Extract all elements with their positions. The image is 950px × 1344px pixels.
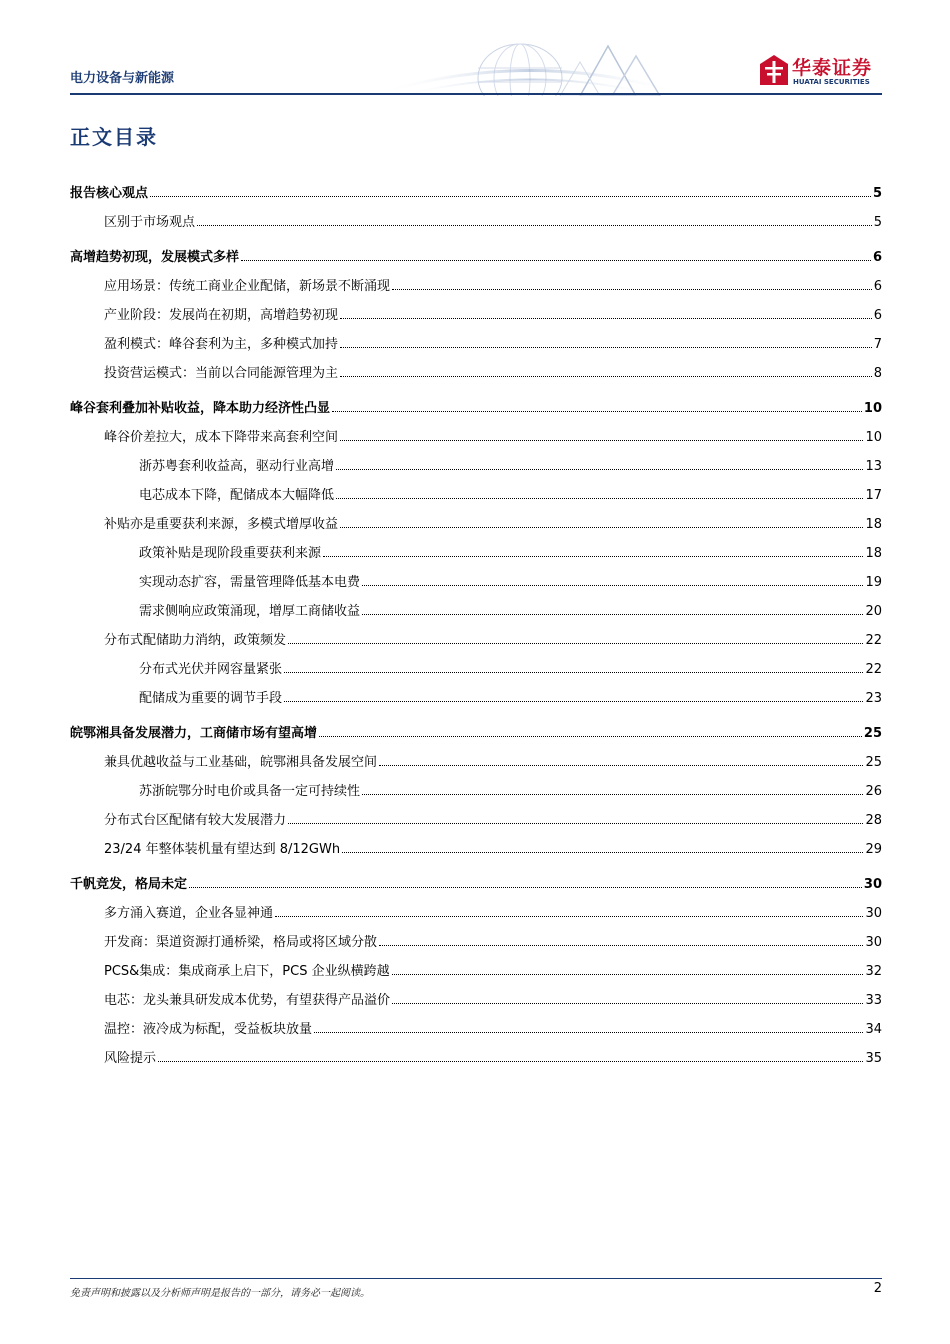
toc-entry[interactable] [70,650,882,679]
toc-entry-title: 分布式配储助力消纳，政策频发 [104,633,287,648]
toc-entry-title: 峰谷价差拉大，成本下降带来高套利空间 [104,430,339,445]
toc-entry[interactable] [70,1039,882,1068]
toc-entry[interactable] [70,267,882,296]
page-title: 正文目录 [70,125,158,149]
toc-entry[interactable] [70,418,882,447]
toc-entry[interactable] [70,865,882,894]
toc-entry[interactable] [70,714,882,743]
toc-entry[interactable] [70,772,882,801]
toc-entry[interactable] [70,679,882,708]
toc-entry-title: 报告核心观点 [70,186,149,201]
toc-dot-leader [392,974,864,975]
globe-decoration-icon [380,38,680,96]
toc-entry-title: 投资营运模式：当前以合同能源管理为主 [104,366,339,381]
toc-entry-page: 10 [863,401,882,416]
toc-entry[interactable] [70,894,882,923]
toc-dot-leader [323,556,863,557]
toc-entry-title: 苏浙皖鄂分时电价或具备一定可持续性 [139,784,361,799]
huatai-logo-icon [760,55,788,85]
huatai-logo [760,53,882,89]
toc-entry-title: 实现动态扩容，需量管理降低基本电费 [139,575,361,590]
page-footer [70,1278,882,1299]
toc-entry-page: 28 [865,813,882,828]
section-name: 电力设备与新能源 [70,71,175,86]
header-divider [70,93,882,95]
toc-entry-page: 8 [873,366,882,381]
toc-dot-leader [362,585,863,586]
toc-dot-leader [340,527,863,528]
toc-dot-leader [284,672,863,673]
toc-dot-leader [362,614,863,615]
toc-dot-leader [336,498,863,499]
toc-entry-page: 34 [865,1022,882,1037]
toc-dot-leader [241,260,871,261]
toc-dot-leader [340,440,863,441]
disclaimer-text: 免责声明和披露以及分析师声明是报告的一部分，请务必一起阅读。 [70,1288,370,1299]
toc-entry-page: 30 [865,906,882,921]
toc-entry-page: 7 [873,337,882,352]
toc-entry-title: 温控：液冷成为标配，受益板块放量 [104,1022,313,1037]
logo-cn-text: 华泰证券 [792,57,873,79]
toc-entry-title: 开发商：渠道资源打通桥梁，格局或将区域分散 [104,935,378,950]
toc-entry[interactable] [70,534,882,563]
toc-entry-page: 19 [865,575,882,590]
toc-entry[interactable] [70,447,882,476]
page-header [70,0,882,96]
toc-entry[interactable] [70,354,882,383]
toc-entry-page: 25 [865,755,882,770]
toc-entry-page: 5 [873,215,882,230]
toc-entry[interactable] [70,174,882,203]
toc-entry-title: PCS&集成：集成商承上启下，PCS 企业纵横跨越 [104,964,390,979]
toc-dot-leader [158,1061,863,1062]
toc-entry-page: 22 [865,662,882,677]
toc-entry-title: 兼具优越收益与工业基础，皖鄂湘具备发展空间 [104,755,378,770]
toc-entry-page: 35 [865,1051,882,1066]
toc-entry[interactable] [70,1010,882,1039]
toc-entry-title: 产业阶段：发展尚在初期，高增趋势初现 [104,308,339,323]
toc-entry[interactable] [70,952,882,981]
toc-dot-leader [392,289,872,290]
toc-dot-leader [340,318,872,319]
toc-dot-leader [332,411,862,412]
toc-entry-title: 多方涌入赛道，企业各显神通 [104,906,274,921]
toc-dot-leader [342,852,863,853]
toc-entry[interactable] [70,592,882,621]
toc-entry[interactable] [70,743,882,772]
toc-entry[interactable] [70,505,882,534]
toc-entry[interactable] [70,238,882,267]
toc-entry[interactable] [70,296,882,325]
toc-dot-leader [362,794,863,795]
toc-entry-page: 22 [865,633,882,648]
toc-entry-title: 配储成为重要的调节手段 [139,691,283,706]
toc-entry-page: 20 [865,604,882,619]
toc-entry[interactable] [70,981,882,1010]
toc-dot-leader [319,736,862,737]
toc-dot-leader [340,347,872,348]
toc-dot-leader [340,376,872,377]
toc-entry[interactable] [70,801,882,830]
toc-entry[interactable] [70,203,882,232]
toc-entry-page: 17 [865,488,882,503]
toc-dot-leader [197,225,872,226]
toc-entry-page: 18 [865,517,882,532]
toc-entry-title: 需求侧响应政策涌现，增厚工商储收益 [139,604,361,619]
toc-dot-leader [150,196,871,197]
toc-entry-title: 应用场景：传统工商业企业配储，新场景不断涌现 [104,279,391,294]
toc-entry-title: 政策补贴是现阶段重要获利来源 [139,546,322,561]
toc-entry-page: 5 [872,186,882,201]
toc-entry-page: 23 [865,691,882,706]
toc-entry-title: 分布式台区配储有较大发展潜力 [104,813,287,828]
toc-dot-leader [379,945,863,946]
toc-entry-title: 千帆竞发，格局未定 [70,877,188,892]
toc-entry-title: 补贴亦是重要获利来源，多模式增厚收益 [104,517,339,532]
toc-dot-leader [314,1032,863,1033]
toc-dot-leader [379,765,863,766]
toc-entry-title: 电芯成本下降，配储成本大幅降低 [139,488,335,503]
toc-entry[interactable] [70,621,882,650]
toc-entry-page: 26 [865,784,882,799]
toc-dot-leader [275,916,863,917]
toc-entry-title: 皖鄂湘具备发展潜力，工商储市场有望高增 [70,726,318,741]
toc-entry-title: 电芯：龙头兼具研发成本优势，有望获得产品溢价 [104,993,391,1008]
toc-entry-page: 18 [865,546,882,561]
toc-entry-page: 30 [863,877,882,892]
toc-entry-title: 分布式光伏并网容量紧张 [139,662,283,677]
logo-en-text: HUATAI SECURITIES [793,78,870,86]
toc-entry-title: 盈利模式：峰谷套利为主，多种模式加持 [104,337,339,352]
toc-entry-page: 32 [865,964,882,979]
toc-dot-leader [288,643,863,644]
toc-entry-page: 6 [873,279,882,294]
toc-entry-title: 风险提示 [104,1051,157,1066]
toc-entry[interactable] [70,830,882,859]
toc-dot-leader [336,469,863,470]
toc-entry-title: 浙苏粤套利收益高，驱动行业高增 [139,459,335,474]
toc-entry-page: 6 [873,308,882,323]
toc-dot-leader [284,701,863,702]
toc-entry[interactable] [70,325,882,354]
toc-entry-title: 峰谷套利叠加补贴收益，降本助力经济性凸显 [70,401,331,416]
toc-entry-page: 10 [865,430,882,445]
toc-entry-page: 29 [865,842,882,857]
toc-dot-leader [392,1003,863,1004]
toc-entry-page: 13 [865,459,882,474]
toc-entry-title: 区别于市场观点 [104,215,196,230]
toc-entry-page: 25 [863,726,882,741]
toc-dot-leader [288,823,863,824]
page-number: 2 [873,1281,882,1296]
toc-entry[interactable] [70,923,882,952]
footer-divider [70,1278,882,1279]
toc-entry[interactable] [70,476,882,505]
toc-entry[interactable] [70,389,882,418]
toc-entry-page: 33 [865,993,882,1008]
table-of-contents [70,174,882,1068]
toc-entry-title: 23/24 年整体装机量有望达到 8/12GWh [104,842,341,857]
toc-entry-page: 6 [872,250,882,265]
toc-entry-title: 高增趋势初现，发展模式多样 [70,250,240,265]
toc-entry-page: 30 [865,935,882,950]
toc-entry[interactable] [70,563,882,592]
toc-dot-leader [189,887,862,888]
